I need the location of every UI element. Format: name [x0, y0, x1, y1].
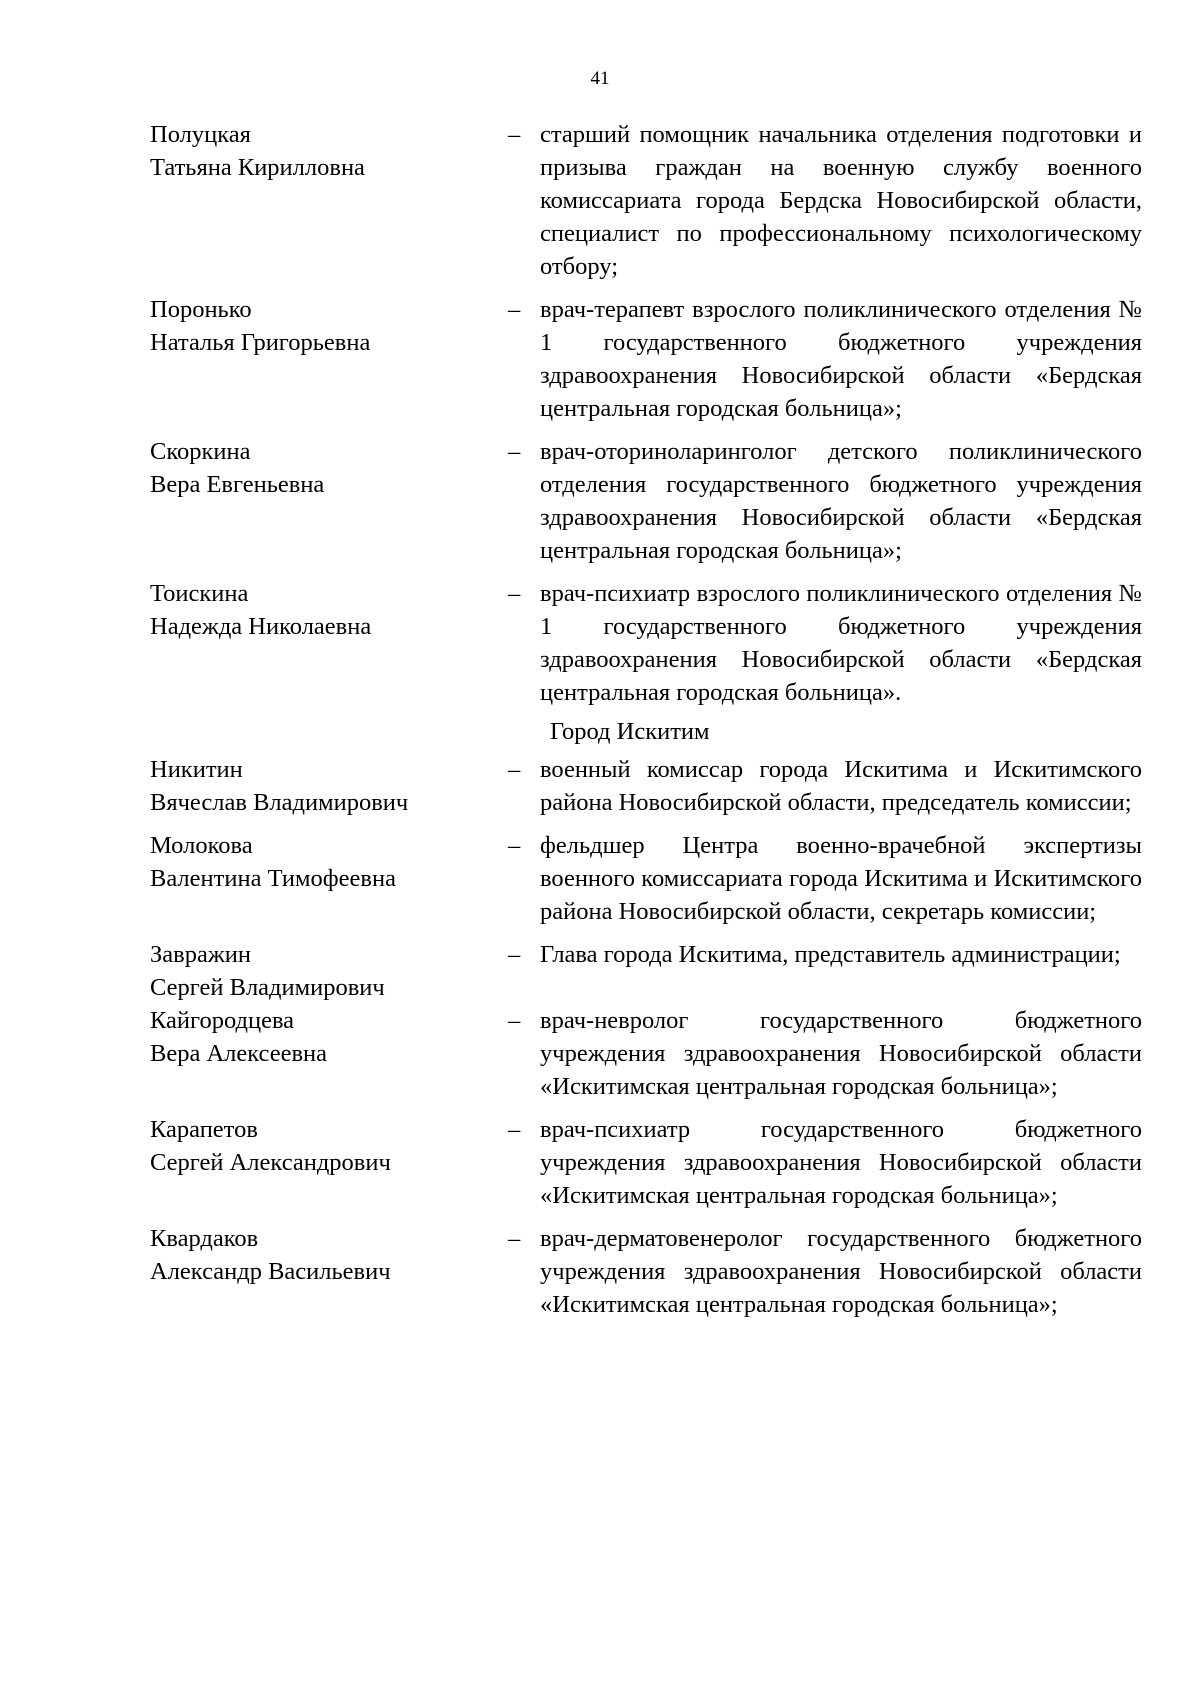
member-name: [150, 1222, 500, 1321]
member-name: [150, 435, 500, 567]
member-name: [150, 1113, 500, 1212]
member-surname: Тоискина: [150, 580, 249, 607]
member-entry: [150, 938, 1142, 1004]
member-given-names: Вера Алексеевна: [150, 1040, 328, 1067]
member-position: фельдшер Центра военно-врачебной экспертизы военного комиссариата города Искитима и Искитимского района Новосибирской области, секретарь комиссии;: [540, 832, 1142, 925]
member-name: [150, 118, 500, 283]
member-entry: [150, 829, 1142, 928]
member-name: [150, 577, 500, 709]
member-name: [150, 829, 500, 928]
member-position: врач-терапевт взрослого поликлинического отделения № 1 государственного бюджетного учреждения здравоохранения Новосибирской области «Бердская центральная городская больница»;: [540, 296, 1142, 422]
member-name: [150, 1004, 500, 1103]
member-position: врач-психиатр взрослого поликлинического отделения № 1 государственного бюджетного учреждения здравоохранения Новосибирской области «Бердская центральная городская больница».: [540, 580, 1142, 706]
member-entry: [150, 293, 1142, 425]
dash-separator: –: [508, 296, 521, 323]
member-surname: Квардаков: [150, 1225, 259, 1252]
page-number: 41: [590, 68, 610, 89]
member-name: [150, 293, 500, 425]
member-position: старший помощник начальника отделения подготовки и призыва граждан на военную службу военного комиссариата города Бердска Новосибирской области, специалист по профессиональному психологическому отбору;: [540, 121, 1142, 280]
member-given-names: Сергей Владимирович: [150, 974, 385, 1001]
member-given-names: Вячеслав Владимирович: [150, 789, 409, 816]
dash-separator: –: [508, 1007, 521, 1034]
member-position: врач-невролог государственного бюджетного учреждения здравоохранения Новосибирской области «Искитимская центральная городская больница»;: [540, 1007, 1142, 1100]
dash-separator: –: [508, 438, 521, 465]
member-surname: Полуцкая: [150, 121, 251, 148]
member-entry: [150, 1113, 1142, 1212]
member-position: военный комиссар города Искитима и Искитимского района Новосибирской области, председатель комиссии;: [540, 756, 1142, 816]
member-entry: [150, 577, 1142, 709]
member-name: [150, 753, 500, 819]
dash-separator: –: [508, 580, 521, 607]
member-surname: Поронько: [150, 296, 252, 323]
member-surname: Карапетов: [150, 1116, 258, 1143]
member-given-names: Наталья Григорьевна: [150, 329, 371, 356]
dash-separator: –: [508, 121, 521, 148]
section-heading: Город Искитим: [550, 718, 710, 745]
commission-members-list: [150, 118, 1142, 1321]
member-surname: Кайгородцева: [150, 1007, 295, 1034]
member-entry: [150, 1222, 1142, 1321]
member-position: врач-психиатр государственного бюджетного учреждения здравоохранения Новосибирской области «Искитимская центральная городская больница»;: [540, 1116, 1142, 1209]
member-given-names: Валентина Тимофеевна: [150, 865, 396, 892]
member-entry: [150, 1004, 1142, 1103]
dash-separator: –: [508, 756, 521, 783]
dash-separator: –: [508, 1225, 521, 1252]
member-entry: [150, 435, 1142, 567]
member-surname: Завражин: [150, 941, 251, 968]
member-given-names: Сергей Александрович: [150, 1149, 391, 1176]
dash-separator: –: [508, 832, 521, 859]
member-given-names: Вера Евгеньевна: [150, 471, 325, 498]
member-given-names: Татьяна Кирилловна: [150, 154, 365, 181]
member-given-names: Александр Васильевич: [150, 1258, 391, 1285]
dash-separator: –: [508, 941, 521, 968]
dash-separator: –: [508, 1116, 521, 1143]
member-entry: [150, 118, 1142, 283]
member-given-names: Надежда Николаевна: [150, 613, 372, 640]
member-entry: [150, 753, 1142, 819]
member-surname: Скоркина: [150, 438, 251, 465]
member-position: врач-дерматовенеролог государственного бюджетного учреждения здравоохранения Новосибирской области «Искитимская центральная городская больница»;: [540, 1225, 1142, 1318]
member-position: врач-оториноларинголог детского поликлинического отделения государственного бюджетного учреждения здравоохранения Новосибирской области «Бердская центральная городская больница»;: [540, 438, 1142, 564]
member-position: Глава города Искитима, представитель администрации;: [540, 941, 1121, 968]
member-surname: Никитин: [150, 756, 243, 783]
member-surname: Молокова: [150, 832, 253, 859]
member-name: [150, 938, 500, 1004]
